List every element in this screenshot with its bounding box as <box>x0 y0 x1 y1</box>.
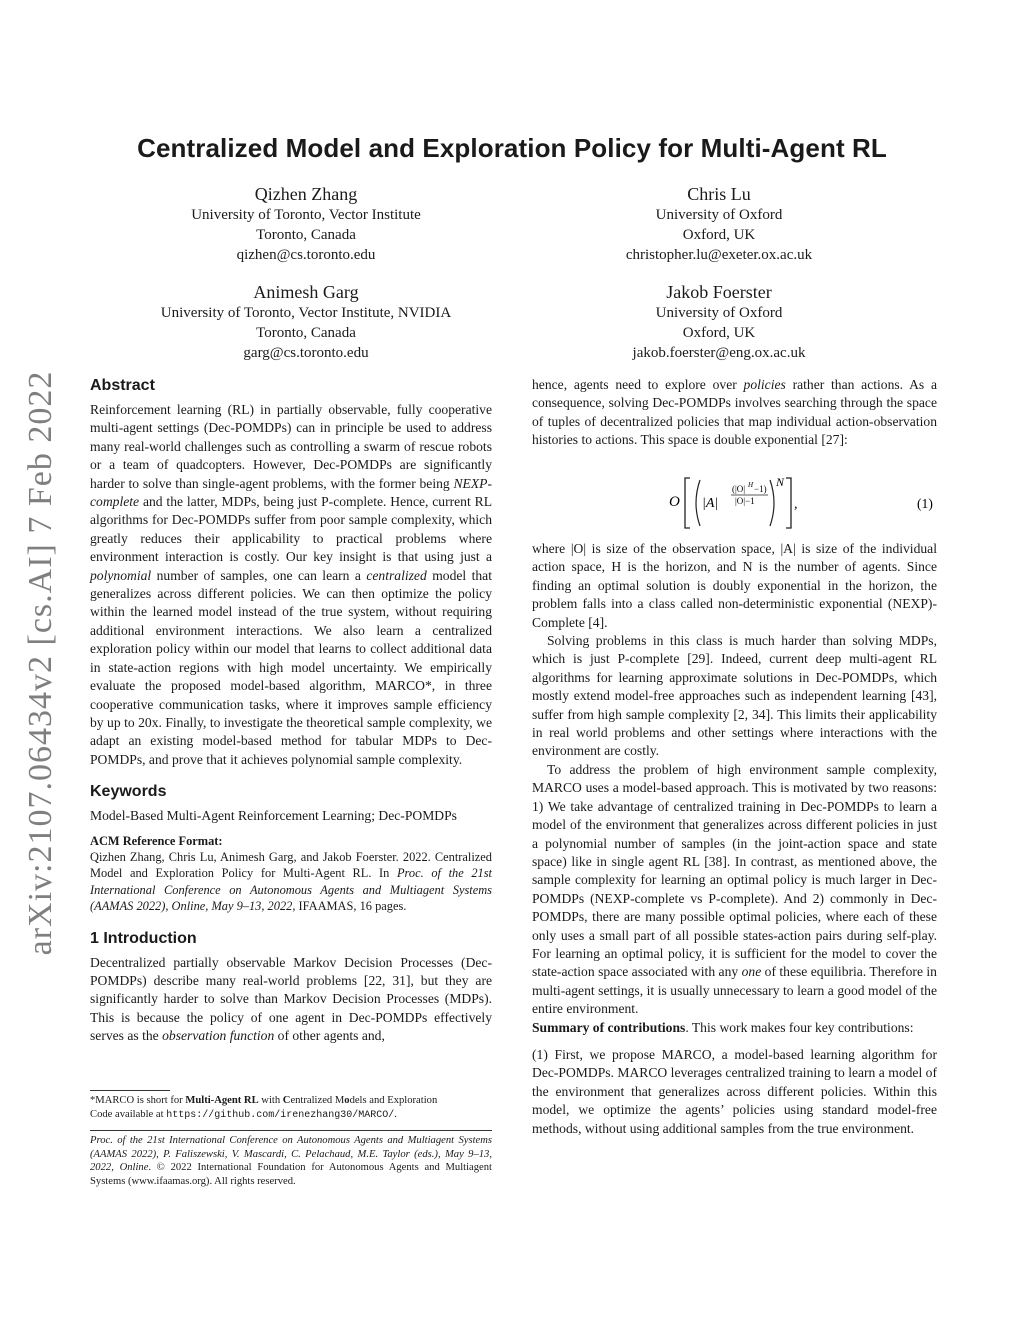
right-para-3: Solving problems in this class is much harder than solving MDPs, which is just P-complete [29]. Indeed, current deep multi-agent RL algorithms for learning approximate solutions in Dec-POMDPs, which mostly extend model-free approaches such as independent learning [43], suffer from high sample complexity [2, 34]. This limits their applicability in real world problems and other settings where interactions with the environment are costly. <box>532 633 937 759</box>
author-email: christopher.lu@exeter.ox.ac.uk <box>625 247 813 263</box>
author-affiliation: University of Oxford <box>655 207 783 223</box>
acm-reference: Qizhen Zhang, Chris Lu, Animesh Garg, and Jakob Foerster. 2022. Centralized Model and Exploration Policy for Multi-Agent RL. In Proc. of the 21st International Conference on Autonomous Agents and Multiagent Systems (AAMAS 2022), Online, May 9–13, 2022, IFAAMAS, 16 pages. <box>90 849 492 914</box>
contribution-item-1: (1) First, we propose MARCO, a model-based learning algorithm for Dec-POMDPs. MARCO leverages centralized training to learn a model of the environment that generalizes across different policies. Within this model, we optimize the agents’ policies using standard model-free methods, without using additional samples from the true environment. <box>532 1046 937 1136</box>
equation-number: (1) <box>917 496 933 511</box>
author-affiliation: University of Oxford <box>655 305 783 321</box>
author-email: qizhen@cs.toronto.edu <box>236 247 376 263</box>
author-block-3 <box>126 281 486 363</box>
proceedings-notice: Proc. of the 21st International Conference on Autonomous Agents and Multiagent Systems (AAMAS 2022), P. Faliszewski, V. Mascardi, C. Pelachaud, M.E. Taylor (eds.), May 9–13, 2022, Online. © 2022 International Foundation for Autonomous Agents and Multiagent Systems (www.ifaamas.org). All rights reserved. <box>90 1135 492 1187</box>
eq-right-paren <box>770 480 774 526</box>
arxiv-stamp: arXiv:2107.06434v2 [cs.AI] 7 Feb 2022 <box>22 370 59 956</box>
eq-H: H <box>748 481 754 489</box>
author-block-4 <box>559 281 879 363</box>
eq-N: N <box>776 475 785 489</box>
code-link[interactable]: https://github.com/irenezhang30/MARCO/ <box>166 1109 395 1121</box>
author-email: garg@cs.toronto.edu <box>243 345 369 361</box>
author-name: Animesh Garg <box>253 282 359 302</box>
right-para-2: where |O| is size of the observation space, |A| is size of the individual action space, H is the horizon, and N is the number of agents. Since finding an optimal solution is doubly exponential in the horizon, the problem falls into a class called non-deterministic exponential (NEXP)-Complete [4]. <box>532 541 937 630</box>
footnote: *MARCO is short for Multi-Agent RL with Centralized Models and Exploration Code available at https://github.com/irenezhang30/MARCO/. <box>90 1095 438 1121</box>
author-location: Oxford, UK <box>682 227 756 243</box>
acm-heading: ACM Reference Format: <box>90 833 223 848</box>
intro-text: Decentralized partially observable Markov Decision Processes (Dec-POMDPs) describe many real-world problems [22, 31], but they are significantly harder to solve than Markov Decision Processes (MDPs). This is because the policy of one agent in Dec-POMDPs effectively serves as the observation function of other agents and, <box>90 954 492 1044</box>
keywords-text: Model-Based Multi-Agent Reinforcement Learning; Dec-POMDPs <box>90 808 457 824</box>
eq-left-bracket <box>685 478 690 528</box>
author-location: Toronto, Canada <box>256 325 356 341</box>
author-name: Qizhen Zhang <box>254 184 358 204</box>
right-column-top <box>532 376 937 450</box>
contributions-intro: Summary of contributions. This work makes four key contributions: <box>532 1019 914 1035</box>
eq-minus: −1) <box>754 484 767 494</box>
right-para-1: hence, agents need to explore over policies rather than actions. As a consequence, solving Dec-POMDPs involves searching through the space of tuples of decentralized policies that map individual action-observation histories to actions. This space is double exponential [27]: <box>532 377 937 448</box>
intro-heading: 1 Introduction <box>90 929 197 947</box>
abstract-heading: Abstract <box>90 377 155 394</box>
keywords-heading: Keywords <box>90 783 167 801</box>
author-affiliation: University of Toronto, Vector Institute, NVIDIA <box>160 305 452 321</box>
right-column-body <box>532 540 937 1138</box>
proc-rule <box>90 1130 492 1131</box>
author-email: jakob.foerster@eng.ox.ac.uk <box>632 345 806 361</box>
eq-right-bracket <box>786 478 791 528</box>
eq-left-paren <box>696 480 700 526</box>
eq-numerator: (|O| <box>732 484 746 494</box>
author-block-1 <box>146 183 466 265</box>
abstract-text: Reinforcement learning (RL) in partially observable, fully cooperative multi-agent settings (Dec-POMDPs) can in principle be used to address many real-world challenges such as controlling a swarm of rescue robots or a team of quadcopters. However, Dec-POMDPs are significantly harder to solve than single-agent problems, with the former being NEXP-complete and the latter, MDPs, being just P-complete. Hence, current RL algorithms for Dec-POMDPs suffer from poor sample complexity, which greatly reduces their applicability to practical problems where environment interaction is costly. Our key insight is that using just a polynomial number of samples, one can learn a centralized model that generalizes across different policies. We can then optimize the policy within the learned model instead of the true system, without requiring additional environment interactions. We also learn a centralized exploration policy within our model that learns to collect additional data in state-action regions with high model uncertainty. We empirically evaluate the proposed model-based algorithm, MARCO*, in three cooperative communication tasks, where it improves sample efficiency by up to 20x. Finally, to investigate the theoretical sample complexity, we adapt an existing model-based method for tabular MDPs to Dec-POMDPs, and prove that it achieves polynomial sample complexity. <box>90 402 492 767</box>
footnote-rule <box>90 1090 170 1091</box>
author-block-2 <box>559 183 879 265</box>
author-name: Chris Lu <box>687 184 751 204</box>
paper-title: Centralized Model and Exploration Policy for Multi-Agent RL <box>137 133 887 163</box>
equation-1 <box>532 470 937 530</box>
eq-denominator: |O|−1 <box>735 496 755 506</box>
eq-A: |A| <box>702 496 719 511</box>
equation-svg <box>532 470 937 532</box>
author-location: Oxford, UK <box>682 325 756 341</box>
author-location: Toronto, Canada <box>256 227 356 243</box>
eq-O: O <box>669 494 680 510</box>
right-para-4: To address the problem of high environment sample complexity, MARCO uses a model-based approach. This is motivated by two reasons: 1) We take advantage of centralized training in Dec-POMDPs to learn a model of the environment that generalizes across different policies in just a polynomial number of samples (in the joint-action space and state space) like in single agent RL [38]. In contrast, as mentioned above, the sample complexity for learning an optimal policy is much larger in Dec-POMDPs (NEXP-complete vs P-complete). And 2) commonly in Dec-POMDPs, there are many possible optimal policies, where each of these only uses a small part of all possible states-action pairs during self-play. For learning an optimal policy, it is sufficient for the model to cover the state-action space associated with any one of these equilibria. Therefore in multi-agent settings, it is usually unnecessary to learn a good model of the entire environment. <box>532 761 937 1017</box>
eq-comma: , <box>794 497 798 512</box>
author-affiliation: University of Toronto, Vector Institute <box>191 207 421 223</box>
author-name: Jakob Foerster <box>666 282 772 302</box>
left-column <box>90 376 492 1046</box>
